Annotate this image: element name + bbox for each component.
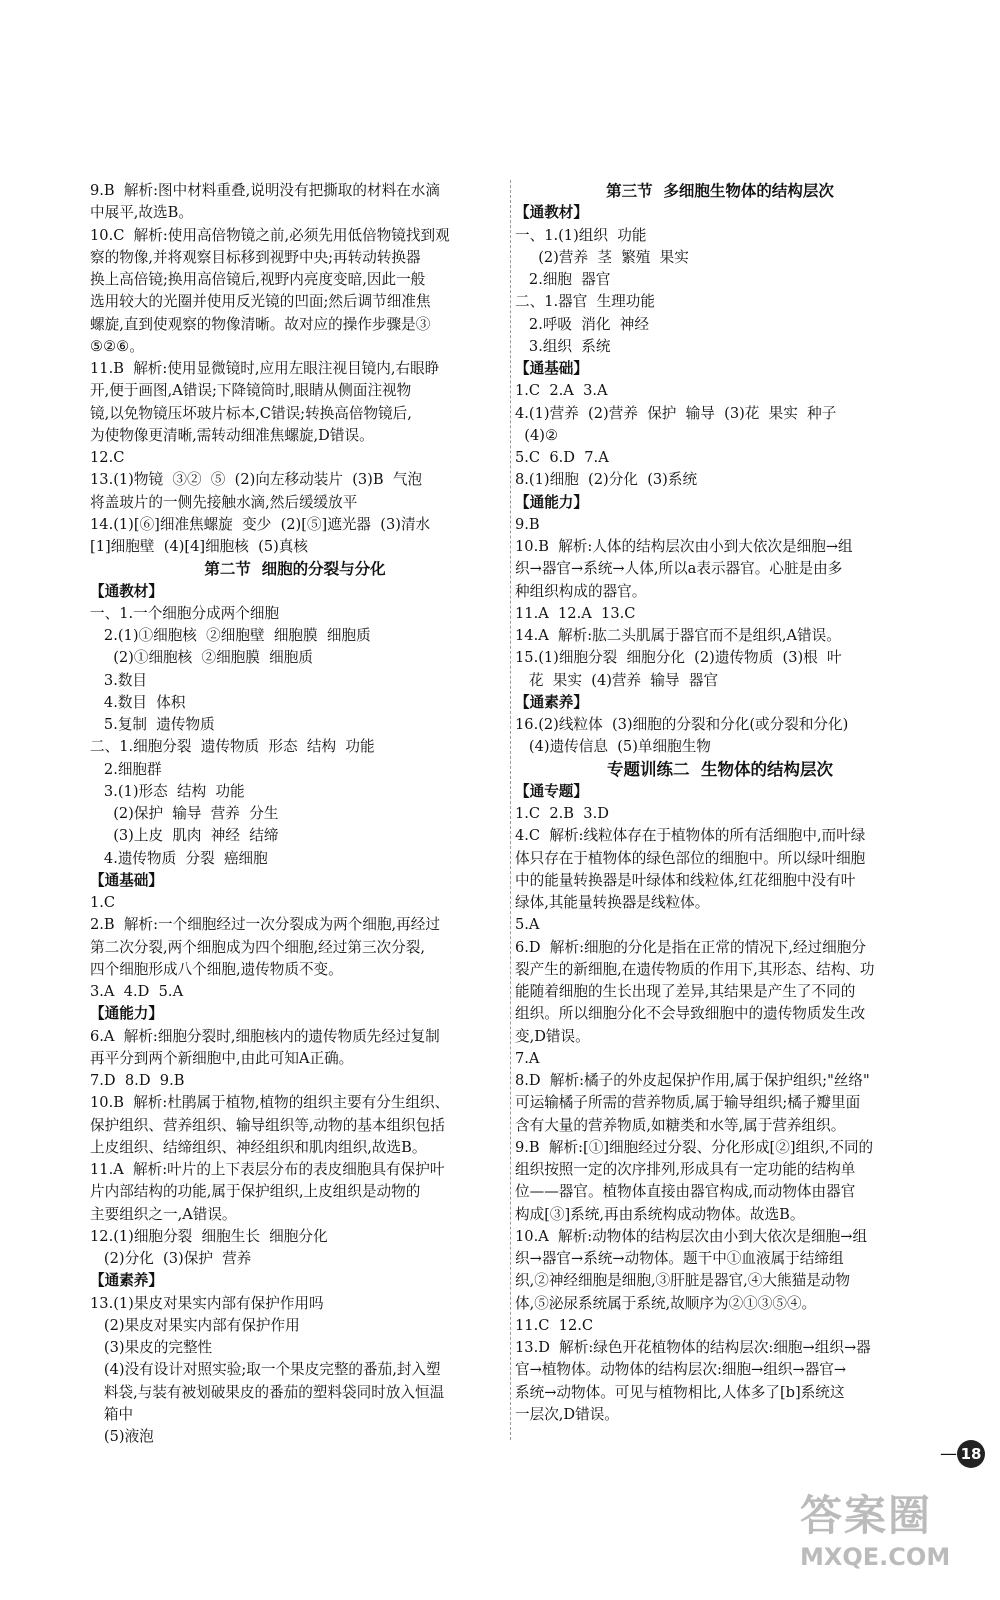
answer-line: 1.C — [90, 894, 116, 911]
answer-line: 织→器官→系统→动物体。题干中①血液属于结缔组 — [515, 1250, 844, 1267]
answer-line: 2.细胞 器官 — [515, 271, 611, 288]
section-label: 【通基础】 — [515, 360, 588, 377]
answer-line: [1]细胞壁 (4)[4]细胞核 (5)真核 — [90, 538, 308, 555]
section-label: 【通能力】 — [90, 1005, 163, 1023]
answer-line: 将盖玻片的一侧先接触水滴,然后缓缓放平 — [90, 493, 358, 511]
answer-line: 片内部结构的功能,属于保护组织,上皮组织是动物的 — [90, 1183, 421, 1201]
answer-line: 换上高倍镜;换用高倍镜后,视野内亮度变暗,因此一般 — [90, 271, 426, 288]
answer-line: 可运输橘子所需的营养物质,属于输导组织;橘子瓣里面 — [515, 1094, 861, 1112]
answer-line: 系统→动物体。可见与植物相比,人体多了[b]系统这 — [515, 1383, 845, 1401]
answer-line: (2)①细胞核 ②细胞膜 细胞质 — [90, 649, 313, 667]
answer-line: 织,②神经细胞是细胞,③肝脏是器官,④大熊猫是动物 — [515, 1272, 850, 1290]
answer-line: 含有大量的营养物质,如糖类和水等,属于营养组织。 — [515, 1116, 846, 1134]
answer-line: 二、1.器官 生理功能 — [515, 293, 655, 311]
right-column — [515, 180, 925, 1426]
answer-line: 11.A 12.A 13.C — [515, 604, 636, 622]
watermark-logo — [800, 1490, 980, 1590]
answer-line: 箱中 — [90, 1405, 134, 1423]
answer-line: 3.数目 — [90, 671, 148, 689]
answer-line: 10.B 解析:人体的结构层次由小到大依次是细胞→组 — [515, 538, 853, 555]
answer-line: 11.A 解析:叶片的上下表层分布的表皮细胞具有保护叶 — [90, 1161, 445, 1178]
page-number: — 18 — [940, 1440, 985, 1468]
answer-line: 11.B 解析:使用显微镜时,应用左眼注视目镜内,右眼睁 — [90, 360, 440, 377]
answer-line: 绿体,其能量转换器是线粒体。 — [515, 894, 710, 911]
answer-line: 2.B 解析:一个细胞经过一次分裂成为两个细胞,再经过 — [90, 916, 440, 934]
column-divider — [510, 180, 511, 1440]
answer-line: 织→器官→系统→人体,所以a表示器官。心脏是由多 — [515, 560, 843, 578]
answer-line: 上皮组织、结缔组织、神经组织和肌肉组织,故选B。 — [90, 1138, 427, 1156]
answer-line: 再平分到两个新细胞中,由此可知A正确。 — [90, 1049, 354, 1067]
answer-line: 第二次分裂,两个细胞成为四个细胞,经过第三次分裂, — [90, 938, 425, 956]
answer-line: 四个细胞形成八个细胞,遗传物质不变。 — [90, 960, 343, 978]
answer-line: 6.D 解析:细胞的分化是指在正常的情况下,经过细胞分 — [515, 938, 866, 956]
answer-line: 体只存在于植物体的绿色部位的细胞中。所以绿叶细胞 — [515, 849, 866, 867]
section-label: 【通教材】 — [90, 582, 163, 600]
answer-line: 保护组织、营养组织、输导组织等,动物的基本组织包括 — [90, 1116, 445, 1134]
answer-line: 体,⑤泌尿系统属于系统,故顺序为②①③⑤④。 — [515, 1294, 817, 1312]
answer-line: 裂产生的新细胞,在遗传物质的作用下,其形态、结构、功 — [515, 960, 875, 978]
answer-line: 花 果实 (4)营养 输导 器官 — [515, 671, 719, 689]
answer-line: 二、1.细胞分裂 遗传物质 形态 结构 功能 — [90, 738, 375, 756]
answer-line: 变,D错误。 — [515, 1027, 590, 1045]
answer-line: 8.D 解析:橘子的外皮起保护作用,属于保护组织;"丝络" — [515, 1072, 870, 1089]
answer-line: 位——器官。植物体直接由器官构成,而动物体由器官 — [515, 1183, 856, 1201]
answer-line: (3)上皮 肌肉 神经 结缔 — [90, 827, 279, 845]
answer-line: (2)营养 茎 繁殖 果实 — [515, 248, 689, 266]
answer-line: 为使物像更清晰,需转动细准焦螺旋,D错误。 — [90, 426, 374, 444]
answer-line: 10.B 解析:杜鹃属于植物,植物的组织主要有分生组织、 — [90, 1094, 450, 1112]
section-label: 【通能力】 — [515, 493, 588, 511]
answer-line: (5)液泡 — [90, 1428, 154, 1445]
watermark-text: 答案圈 — [800, 1491, 933, 1540]
answer-line: 1.C 2.A 3.A — [515, 382, 608, 400]
answer-line: 14.A 解析:肱二头肌属于器官而不是组织,A错误。 — [515, 627, 841, 644]
left-column — [90, 180, 500, 1448]
answer-line: 14.(1)[⑥]细准焦螺旋 变少 (2)[⑤]遮光器 (3)清水 — [90, 515, 431, 533]
answer-line: (2)保护 输导 营养 分生 — [90, 805, 279, 822]
answer-line: 开,便于画图,A错误;下降镜筒时,眼睛从侧面注视物 — [90, 382, 412, 400]
section-title: 第二节 细胞的分裂与分化 — [204, 560, 386, 579]
answer-line: 8.(1)细胞 (2)分化 (3)系统 — [515, 471, 698, 489]
answer-line: (2)果皮对果实内部有保护作用 — [90, 1316, 300, 1334]
answer-line: 7.D 8.D 9.B — [90, 1072, 185, 1089]
answer-line: 察的物像,并将观察目标移到视野中央;再转动转换器 — [90, 248, 421, 266]
answer-line: (4)遗传信息 (5)单细胞生物 — [515, 738, 711, 756]
answer-line: 料袋,与装有被划破果皮的番茄的塑料袋同时放入恒温 — [90, 1383, 445, 1401]
answer-line: 7.A — [515, 1049, 540, 1067]
section-label: 【通基础】 — [90, 871, 163, 889]
section-title: 第三节 多细胞生物体的结构层次 — [606, 182, 834, 200]
answer-line: 构成[③]系统,再由系统构成动物体。故选B。 — [515, 1205, 805, 1223]
answer-line: 中的能量转换器是叶绿体和线粒体,红花细胞中没有叶 — [515, 871, 856, 889]
answer-line: 9.B 解析:[①]细胞经过分裂、分化形成[②]组织,不同的 — [515, 1138, 874, 1156]
answer-line: 4.数目 体积 — [90, 693, 186, 711]
answer-line: 选用较大的光圈并使用反光镜的凹面;然后调节细准焦 — [90, 293, 431, 311]
answer-line: 一层次,D错误。 — [515, 1405, 619, 1423]
answer-line: 3.组织 系统 — [515, 337, 611, 355]
watermark-url: MXQE.COM — [800, 1543, 951, 1571]
section-label: 【通教材】 — [515, 204, 588, 222]
answer-line: 10.C 解析:使用高倍物镜之前,必须先用低倍物镜找到观 — [90, 226, 450, 244]
answer-line: 13.(1)果皮对果实内部有保护作用吗 — [90, 1294, 324, 1312]
answer-line: 16.(2)线粒体 (3)细胞的分裂和分化(或分裂和分化) — [515, 716, 849, 733]
answer-line: 4.C 解析:线粒体存在于植物体的所有活细胞中,而叶绿 — [515, 827, 866, 845]
answer-line: 2.(1)①细胞核 ②细胞壁 细胞膜 细胞质 — [90, 627, 371, 644]
answer-line: 15.(1)细胞分裂 细胞分化 (2)遗传物质 (3)根 叶 — [515, 649, 842, 667]
answer-line: 组织按照一定的次序排列,形成具有一定功能的结构单 — [515, 1161, 856, 1178]
answer-line: 主要组织之一,A错误。 — [90, 1205, 237, 1223]
answer-line: 一、1.一个细胞分成两个细胞 — [90, 604, 280, 622]
answer-line: 能随着细胞的生长出现了差异,其结果是产生了不同的 — [515, 983, 856, 1000]
section-label: 【通素养】 — [90, 1272, 163, 1290]
answer-line: 1.C 2.B 3.D — [515, 805, 609, 822]
answer-line: (4)没有设计对照实验;取一个果皮完整的番茄,封入塑 — [90, 1361, 441, 1379]
answer-line: 6.A 解析:细胞分裂时,细胞核内的遗传物质先经过复制 — [90, 1027, 440, 1045]
answer-line: 镜,以免物镜压坏玻片标本,C错误;转换高倍物镜后, — [90, 404, 412, 422]
section-title: 专题训练二 生物体的结构层次 — [607, 759, 833, 779]
answer-line: (2)分化 (3)保护 营养 — [90, 1250, 252, 1267]
answer-line: 5.A — [515, 916, 540, 934]
answer-line: ⑤②⑥。 — [90, 337, 144, 355]
section-label: 【通素养】 — [515, 693, 588, 711]
answer-line: 种组织构成的器官。 — [515, 582, 647, 600]
answer-line: 螺旋,直到使观察的物像清晰。故对应的操作步骤是③ — [90, 315, 431, 333]
answer-line: 官→植物体。动物体的结构层次:细胞→组织→器官→ — [515, 1361, 847, 1379]
answer-line: 3.A 4.D 5.A — [90, 983, 184, 1000]
answer-line: 12.C — [90, 449, 125, 466]
answer-line: 4.(1)营养 (2)营养 保护 输导 (3)花 果实 种子 — [515, 404, 837, 422]
answer-line: (3)果皮的完整性 — [90, 1339, 213, 1356]
answer-line: 12.(1)细胞分裂 细胞生长 细胞分化 — [90, 1227, 328, 1245]
answer-line: 2.细胞群 — [90, 760, 162, 778]
answer-line: 一、1.(1)组织 功能 — [515, 226, 647, 244]
answer-line: 5.C 6.D 7.A — [515, 449, 609, 466]
answer-line: 9.B — [515, 515, 540, 533]
answer-line: 13.D 解析:绿色开花植物体的结构层次:细胞→组织→器 — [515, 1339, 871, 1356]
answer-line: (4)② — [515, 426, 559, 444]
answer-line: 13.(1)物镜 ③② ⑤ (2)向左移动装片 (3)B 气泡 — [90, 471, 423, 489]
section-label: 【通专题】 — [515, 782, 588, 800]
answer-line: 10.A 解析:动物体的结构层次由小到大依次是细胞→组 — [515, 1227, 868, 1245]
answer-line: 11.C 12.C — [515, 1316, 594, 1334]
answer-line: 组织。所以细胞分化不会导致细胞中的遗传物质发生改 — [515, 1005, 866, 1023]
answer-line: 3.(1)形态 结构 功能 — [90, 782, 245, 800]
answer-line: 9.B 解析:图中材料重叠,说明没有把撕取的材料在水滴 — [90, 182, 440, 199]
answer-line: 中展平,故选B。 — [90, 204, 193, 222]
answer-line: 5.复制 遗传物质 — [90, 716, 215, 733]
answer-line: 4.遗传物质 分裂 癌细胞 — [90, 849, 268, 867]
answer-line: 2.呼吸 消化 神经 — [515, 315, 649, 333]
